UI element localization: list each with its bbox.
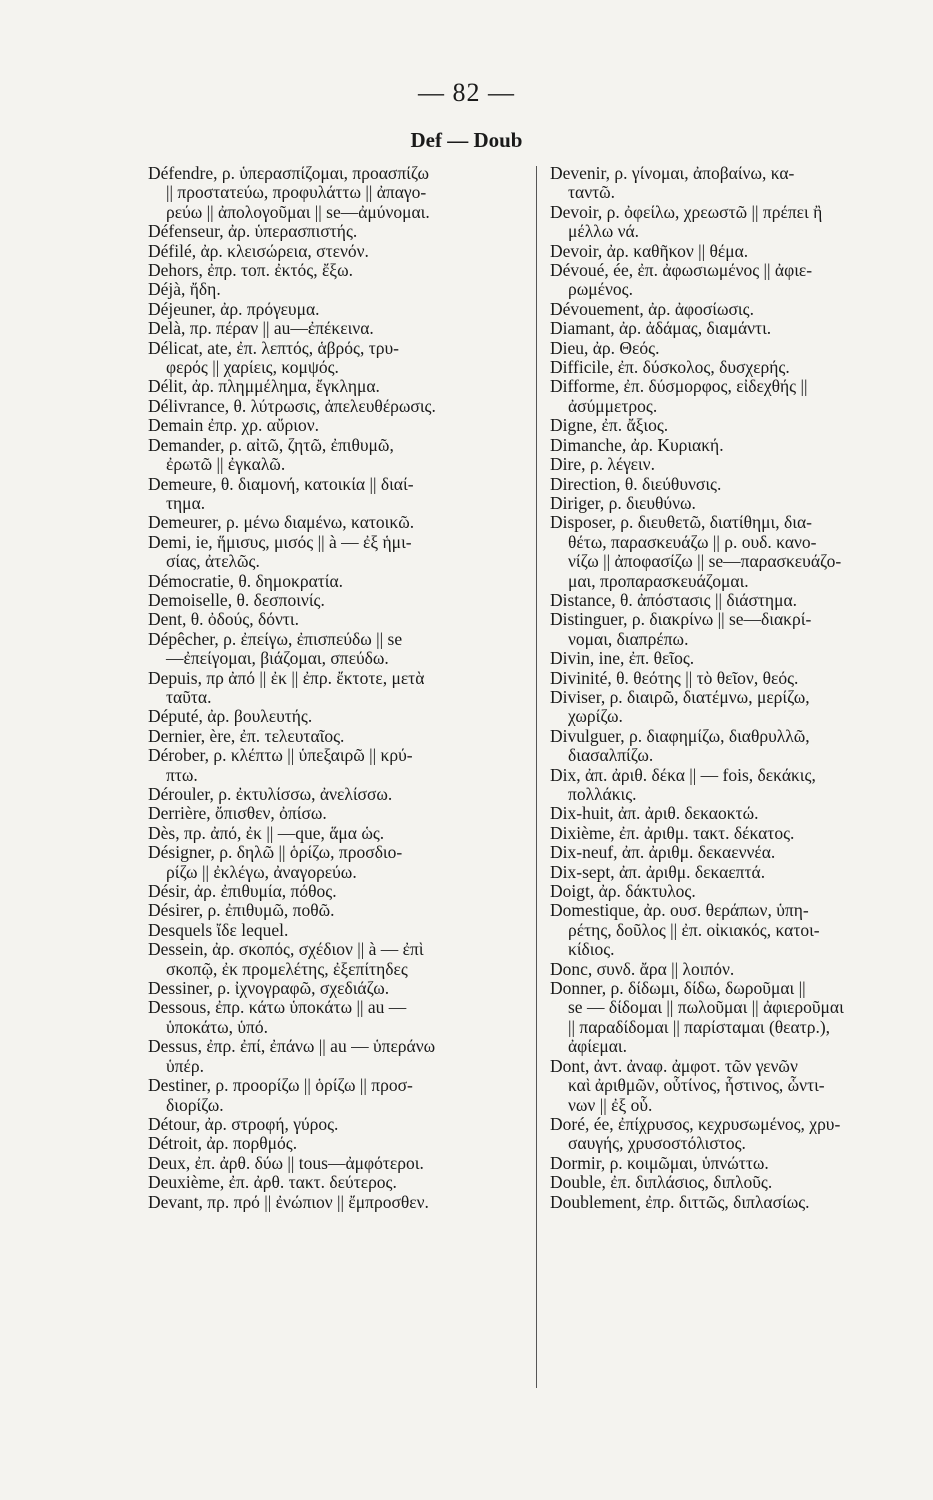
- entry-text: ἀσύμμετρος.: [568, 395, 658, 416]
- entry-text: Défendre, ρ. ὑπερασπίζομαι, προασπίζω: [148, 163, 430, 183]
- entry-continuation-line: [550, 630, 920, 649]
- entry-text: Destiner, ρ. προορίζω || ὁρίζω || προσ-: [148, 1075, 413, 1096]
- entry-text: Devoir, ρ. ὀφείλω, χρεωστῶ || πρέπει ἢ: [550, 201, 823, 222]
- entry-line: [148, 1134, 520, 1153]
- entry-text: Divinité, θ. θεότης || τὸ θεῖον, θεός.: [550, 667, 799, 688]
- entry-text: Domestique, ἀρ. ουσ. θεράπων, ὑπη-: [550, 900, 809, 921]
- entry-text: Double, ἐπ. διπλάσιος, διπλοῦς.: [550, 1172, 773, 1193]
- entry-text: Dévouement, ἀρ. ἀφοσίωσις.: [550, 298, 754, 319]
- entry-text: πολλάκις.: [568, 784, 637, 804]
- entry-continuation-line: [550, 940, 920, 959]
- entry-line: [550, 591, 920, 610]
- entry-text: Désir, ἀρ. ἐπιθυμία, πόθος.: [148, 881, 337, 902]
- entry-text: νίζω || ἀποφασίζω || se—παρασκευάζο-: [568, 551, 842, 572]
- entry-text: νομαι, διαπρέπω.: [568, 628, 689, 649]
- entry-continuation-line: [550, 183, 920, 202]
- entry-continuation-line: [148, 960, 520, 979]
- entry-line: [148, 804, 520, 823]
- entry-text: ὑποκάτω, ὑπό.: [166, 1016, 269, 1037]
- entry-text: σκοπῷ, ἐκ προμελέτης, ἐξεπίτηδες: [166, 958, 408, 979]
- entry-continuation-line: [550, 746, 920, 765]
- entry-text: Député, ἀρ. βουλευτής.: [148, 706, 313, 727]
- entry-text: Deuxième, ἐπ. ἀρθ. τακτ. δεύτερος.: [148, 1172, 397, 1193]
- entry-text: Délit, ἀρ. πλημμέλημα, ἔγκλημα.: [148, 376, 380, 397]
- right-column: [550, 164, 920, 1212]
- entry-text: Doigt, ἀρ. δάκτυλος.: [550, 881, 696, 902]
- entry-line: [148, 1037, 520, 1056]
- entry-text: Donc, συνδ. ἄρα || λοιπόν.: [550, 958, 735, 979]
- entry-text: ρέτης, δοῦλος || ἐπ. οἰκιακός, κατοι-: [568, 919, 820, 940]
- entry-continuation-line: [550, 1037, 920, 1056]
- entry-text: Dent, θ. ὀδούς, δόντι.: [148, 609, 300, 630]
- entry-line: [148, 882, 520, 901]
- entry-text: σαυγής, χρυσοστόλιστος.: [568, 1133, 746, 1154]
- entry-continuation-line: [148, 1057, 520, 1076]
- entry-text: θέτω, παρασκευάζω || ρ. ουδ. κανο-: [568, 531, 817, 552]
- entry-text: Dès, πρ. ἀπό, ἐκ || —que, ἅμα ὡς.: [148, 822, 385, 843]
- entry-continuation-line: [148, 1018, 520, 1037]
- entry-continuation-line: [148, 688, 520, 707]
- entry-text: Demi, ie, ἥμισυς, μισός || à — ἐξ ἡμι-: [148, 531, 412, 552]
- entry-line: [148, 280, 520, 299]
- entry-line: [550, 339, 920, 358]
- entry-line: [550, 610, 920, 629]
- entry-text: Déjà, ἤδη.: [148, 279, 221, 300]
- entry-text: Deux, ἐπ. ἀρθ. δύω || tous—ἀμφότεροι.: [148, 1152, 424, 1173]
- entry-text: Dernier, ère, ἐπ. τελευταῖος.: [148, 725, 345, 746]
- entry-line: [550, 436, 920, 455]
- entry-line: [550, 901, 920, 920]
- entry-line: [148, 979, 520, 998]
- entry-text: ὑπέρ.: [166, 1055, 204, 1076]
- entry-text: Dont, ἀντ. ἀναφ. ἀμφοτ. τῶν γενῶν: [550, 1055, 798, 1076]
- entry-text: Dieu, ἀρ. Θεός.: [550, 337, 660, 358]
- left-column: [148, 164, 520, 1212]
- entry-text: χωρίζω.: [568, 706, 623, 727]
- entry-text: Dixième, ἐπ. ἀριθμ. τακτ. δέκατος.: [550, 822, 795, 843]
- entry-text: Demeurer, ρ. μένω διαμένω, κατοικῶ.: [148, 512, 415, 533]
- entry-text: μέλλω νά.: [568, 221, 640, 242]
- entry-text: Détour, ἀρ. στροφή, γύρος.: [148, 1113, 339, 1134]
- entry-text: φερός || χαρίεις, κομψός.: [166, 357, 339, 378]
- entry-text: ρεύω || ἀπολογοῦμαι || se—ἀμύνομαι.: [166, 201, 430, 222]
- entry-text: Dix-sept, ἀπ. ἀριθμ. δεκαεπτά.: [550, 861, 766, 882]
- entry-continuation-line: [148, 494, 520, 513]
- entry-text: Délivrance, θ. λύτρωσις, ἀπελευθέρωσις.: [148, 395, 436, 416]
- entry-text: Dire, ρ. λέγειν.: [550, 454, 655, 475]
- entry-line: [148, 319, 520, 338]
- entry-continuation-line: [148, 203, 520, 222]
- entry-line: [550, 358, 920, 377]
- entry-continuation-line: [148, 649, 520, 668]
- entry-line: [550, 261, 920, 280]
- entry-line: [148, 261, 520, 280]
- entry-line: [148, 610, 520, 629]
- entry-text: Devoir, ἀρ. καθῆκον || θέμα.: [550, 240, 749, 261]
- entry-line: [550, 513, 920, 532]
- entry-line: [148, 416, 520, 435]
- entry-text: || προστατεύω, προφυλάττω || ἀπαγο-: [166, 182, 427, 203]
- running-head: Def — Doub: [410, 128, 523, 152]
- entry-text: ρωμένος.: [568, 279, 633, 300]
- entry-line: [148, 1193, 520, 1212]
- entry-line: [148, 397, 520, 416]
- entry-continuation-line: [148, 863, 520, 882]
- entry-text: πτω.: [166, 764, 198, 785]
- entry-text: Dehors, ἐπρ. τοπ. ἐκτός, ἔξω.: [148, 260, 354, 281]
- entry-text: Dérouler, ρ. ἐκτυλίσσω, ἀνελίσσω.: [148, 784, 393, 804]
- entry-continuation-line: [550, 1134, 920, 1153]
- entry-line: [148, 824, 520, 843]
- entry-text: Délicat, ate, ἐπ. λεπτός, ἁβρός, τρυ-: [148, 337, 399, 358]
- entry-text: Derrière, ὄπισθεν, ὀπίσω.: [148, 803, 327, 824]
- entry-text: Divin, ine, ἐπ. θεῖος.: [550, 648, 695, 669]
- entry-text: διορίζω.: [166, 1094, 224, 1115]
- entry-line: [148, 533, 520, 552]
- entry-line: [550, 475, 920, 494]
- entry-continuation-line: [550, 552, 920, 571]
- entry-text: Défenseur, ἀρ. ὑπερασπιστής.: [148, 221, 358, 242]
- entry-line: [148, 785, 520, 804]
- entry-text: Depuis, πρ ἀπό || ἐκ || ἐπρ. ἔκτοτε, μετὰ: [148, 667, 425, 688]
- entry-continuation-line: [550, 397, 920, 416]
- entry-text: Désigner, ρ. δηλῶ || ὁρίζω, προσδιο-: [148, 842, 403, 863]
- entry-text: Delà, πρ. πέραν || au—ἐπέκεινα.: [148, 318, 374, 339]
- entry-line: [148, 669, 520, 688]
- entry-continuation-line: [148, 358, 520, 377]
- entry-text: Démocratie, θ. δημοκρατία.: [148, 570, 344, 591]
- entry-line: [148, 591, 520, 610]
- entry-text: Dessein, ἀρ. σκοπός, σχέδιον || à — ἐπὶ: [148, 939, 424, 960]
- entry-continuation-line: [550, 1096, 920, 1115]
- entry-text: —ἐπείγομαι, βιάζομαι, σπεύδω.: [166, 648, 389, 669]
- entry-text: καὶ ἀριθμῶν, οὗτίνος, ἧστινος, ὧντι-: [568, 1075, 825, 1096]
- entry-line: [550, 1173, 920, 1192]
- entry-continuation-line: [550, 1018, 920, 1037]
- entry-text: Desquels ἴδε lequel.: [148, 919, 289, 940]
- entry-line: [550, 649, 920, 668]
- entry-text: Détroit, ἀρ. πορθμός.: [148, 1133, 298, 1154]
- entry-line: [550, 766, 920, 785]
- entry-line: [148, 707, 520, 726]
- entry-line: [148, 572, 520, 591]
- entry-text: Demander, ρ. αἰτῶ, ζητῶ, ἐπιθυμῶ,: [148, 434, 394, 455]
- entry-line: [550, 669, 920, 688]
- entry-line: [148, 377, 520, 396]
- entry-text: Dimanche, ἀρ. Κυριακή.: [550, 434, 724, 455]
- entry-line: [148, 339, 520, 358]
- entry-continuation-line: [550, 572, 920, 591]
- entry-line: [148, 1076, 520, 1095]
- entry-text: ἀφίεμαι.: [568, 1036, 627, 1057]
- entry-text: ρίζω || ἐκλέγω, ἀναγορεύω.: [166, 861, 357, 882]
- entry-line: [148, 901, 520, 920]
- entry-line: [550, 863, 920, 882]
- entry-line: [148, 164, 520, 183]
- entry-text: τημα.: [166, 492, 206, 513]
- entry-line: [148, 998, 520, 1017]
- entry-text: διασαλπίζω.: [568, 745, 654, 766]
- entry-text: Difforme, ἐπ. δύσμορφος, εἰδεχθής ||: [550, 376, 808, 397]
- entry-line: [550, 1154, 920, 1173]
- entry-continuation-line: [550, 785, 920, 804]
- entry-line: [148, 1154, 520, 1173]
- entry-line: [550, 843, 920, 862]
- entry-line: [148, 436, 520, 455]
- entry-line: [148, 300, 520, 319]
- entry-text: Distinguer, ρ. διακρίνω || se—διακρί-: [550, 609, 812, 630]
- entry-continuation-line: [148, 455, 520, 474]
- entry-continuation-line: [550, 1076, 920, 1095]
- entry-text: Difficile, ἐπ. δύσκολος, δυσχερής.: [550, 357, 790, 378]
- entry-continuation-line: [550, 921, 920, 940]
- entry-line: [550, 300, 920, 319]
- entry-text: μαι, προπαρασκευάζομαι.: [568, 570, 749, 591]
- entry-text: Demeure, θ. διαμονή, κατοικία || διαί-: [148, 473, 414, 494]
- entry-line: [550, 416, 920, 435]
- entry-continuation-line: [148, 1096, 520, 1115]
- entry-line: [550, 727, 920, 746]
- entry-continuation-line: [550, 707, 920, 726]
- entry-line: [148, 843, 520, 862]
- entry-text: ταντῶ.: [568, 182, 616, 203]
- entry-text: Dessiner, ρ. ἰχνογραφῶ, σχεδιάζω.: [148, 978, 390, 999]
- entry-line: [550, 377, 920, 396]
- entry-text: Diviser, ρ. διαιρῶ, διατέμνω, μερίζω,: [550, 686, 810, 707]
- entry-text: ἐρωτῶ || ἐγκαλῶ.: [166, 454, 286, 475]
- entry-continuation-line: [148, 766, 520, 785]
- entry-text: Dépêcher, ρ. ἐπείγω, ἐπισπεύδω || se: [148, 628, 403, 649]
- entry-line: [148, 1173, 520, 1192]
- entry-line: [148, 727, 520, 746]
- page-number: — 82 —: [418, 78, 515, 107]
- entry-continuation-line: [550, 533, 920, 552]
- entry-line: [550, 960, 920, 979]
- entry-line: [148, 921, 520, 940]
- entry-line: [148, 513, 520, 532]
- entry-text: Diriger, ρ. διευθύνω.: [550, 492, 696, 513]
- entry-text: Donner, ρ. δίδωμι, δίδω, δωροῦμαι ||: [550, 978, 806, 999]
- entry-line: [550, 688, 920, 707]
- entry-line: [550, 203, 920, 222]
- entry-text: Dessus, ἐπρ. ἐπί, ἐπάνω || au — ὑπεράνω: [148, 1036, 436, 1057]
- entry-text: Dormir, ρ. κοιμῶμαι, ὑπνώττω.: [550, 1152, 769, 1173]
- entry-text: Digne, ἐπ. ἄξιος.: [550, 415, 669, 436]
- entry-text: Dessous, ἐπρ. κάτω ὑποκάτω || au —: [148, 997, 407, 1018]
- entry-text: Dix, ἀπ. ἀριθ. δέκα || — fois, δεκάκις,: [550, 764, 816, 785]
- entry-line: [550, 494, 920, 513]
- entry-text: Désirer, ρ. ἐπιθυμῶ, ποθῶ.: [148, 900, 335, 921]
- entry-line: [550, 1115, 920, 1134]
- entry-text: Distance, θ. ἀπόστασις || διάστημα.: [550, 589, 797, 610]
- entry-text: ταῦτα.: [166, 686, 212, 707]
- entry-line: [550, 455, 920, 474]
- column-divider: [536, 166, 537, 1388]
- entry-continuation-line: [550, 280, 920, 299]
- entry-line: [148, 475, 520, 494]
- entry-text: || παραδίδομαι || παρίσταμαι (θεατρ.),: [568, 1016, 831, 1037]
- entry-line: [550, 882, 920, 901]
- entry-line: [148, 940, 520, 959]
- entry-line: [148, 242, 520, 261]
- entry-line: [550, 319, 920, 338]
- entry-text: Devant, πρ. πρό || ἐνώπιον || ἔμπροσθεν.: [148, 1191, 429, 1212]
- entry-text: Défilé, ἀρ. κλεισώρεια, στενόν.: [148, 240, 369, 261]
- entry-text: Disposer, ρ. διευθετῶ, διατίθημι, δια-: [550, 512, 812, 533]
- entry-line: [148, 1115, 520, 1134]
- entry-text: Devenir, ρ. γίνομαι, ἀποβαίνω, κα-: [550, 163, 795, 183]
- entry-text: Demain ἐπρ. χρ. αὔριον.: [148, 415, 320, 436]
- entry-line: [550, 824, 920, 843]
- entry-line: [550, 1193, 920, 1212]
- entry-continuation-line: [148, 552, 520, 571]
- entry-text: Dérober, ρ. κλέπτω || ὑπεξαιρῶ || κρύ-: [148, 745, 413, 766]
- entry-text: Demoiselle, θ. δεσποινίς.: [148, 589, 325, 610]
- entry-text: κίδιος.: [568, 939, 615, 960]
- entry-text: Divulguer, ρ. διαφημίζω, διαθρυλλῶ,: [550, 725, 810, 746]
- entry-text: Direction, θ. διεύθυνσις.: [550, 473, 722, 494]
- entry-text: Doré, ée, ἐπίχρυσος, κεχρυσωμένος, χρυ-: [550, 1113, 841, 1134]
- entry-continuation-line: [550, 998, 920, 1017]
- entry-text: Dévoué, ée, ἐπ. ἀφωσιωμένος || ἀφιε-: [550, 260, 813, 281]
- entry-text: Doublement, ἐπρ. διττῶς, διπλασίως.: [550, 1191, 810, 1212]
- entry-continuation-line: [148, 183, 520, 202]
- entry-text: se — δίδομαι || πωλοῦμαι || ἀφιεροῦμαι: [568, 997, 844, 1018]
- entry-line: [550, 1057, 920, 1076]
- entry-line: [148, 222, 520, 241]
- entry-text: Déjeuner, ἀρ. πρόγευμα.: [148, 298, 320, 319]
- entry-line: [550, 242, 920, 261]
- entry-line: [148, 630, 520, 649]
- entry-line: [550, 979, 920, 998]
- entry-line: [148, 746, 520, 765]
- entry-text: Dix-huit, ἀπ. ἀριθ. δεκαοκτώ.: [550, 803, 759, 824]
- entry-text: σίας, ἀτελῶς.: [166, 551, 260, 572]
- entry-continuation-line: [550, 222, 920, 241]
- entry-text: Diamant, ἀρ. ἀδάμας, διαμάντι.: [550, 318, 772, 339]
- entry-text: Dix-neuf, ἀπ. ἀριθμ. δεκαεννέα.: [550, 842, 776, 863]
- entry-line: [550, 164, 920, 183]
- entry-text: νων || ἐξ οὗ.: [568, 1094, 653, 1115]
- entry-line: [550, 804, 920, 823]
